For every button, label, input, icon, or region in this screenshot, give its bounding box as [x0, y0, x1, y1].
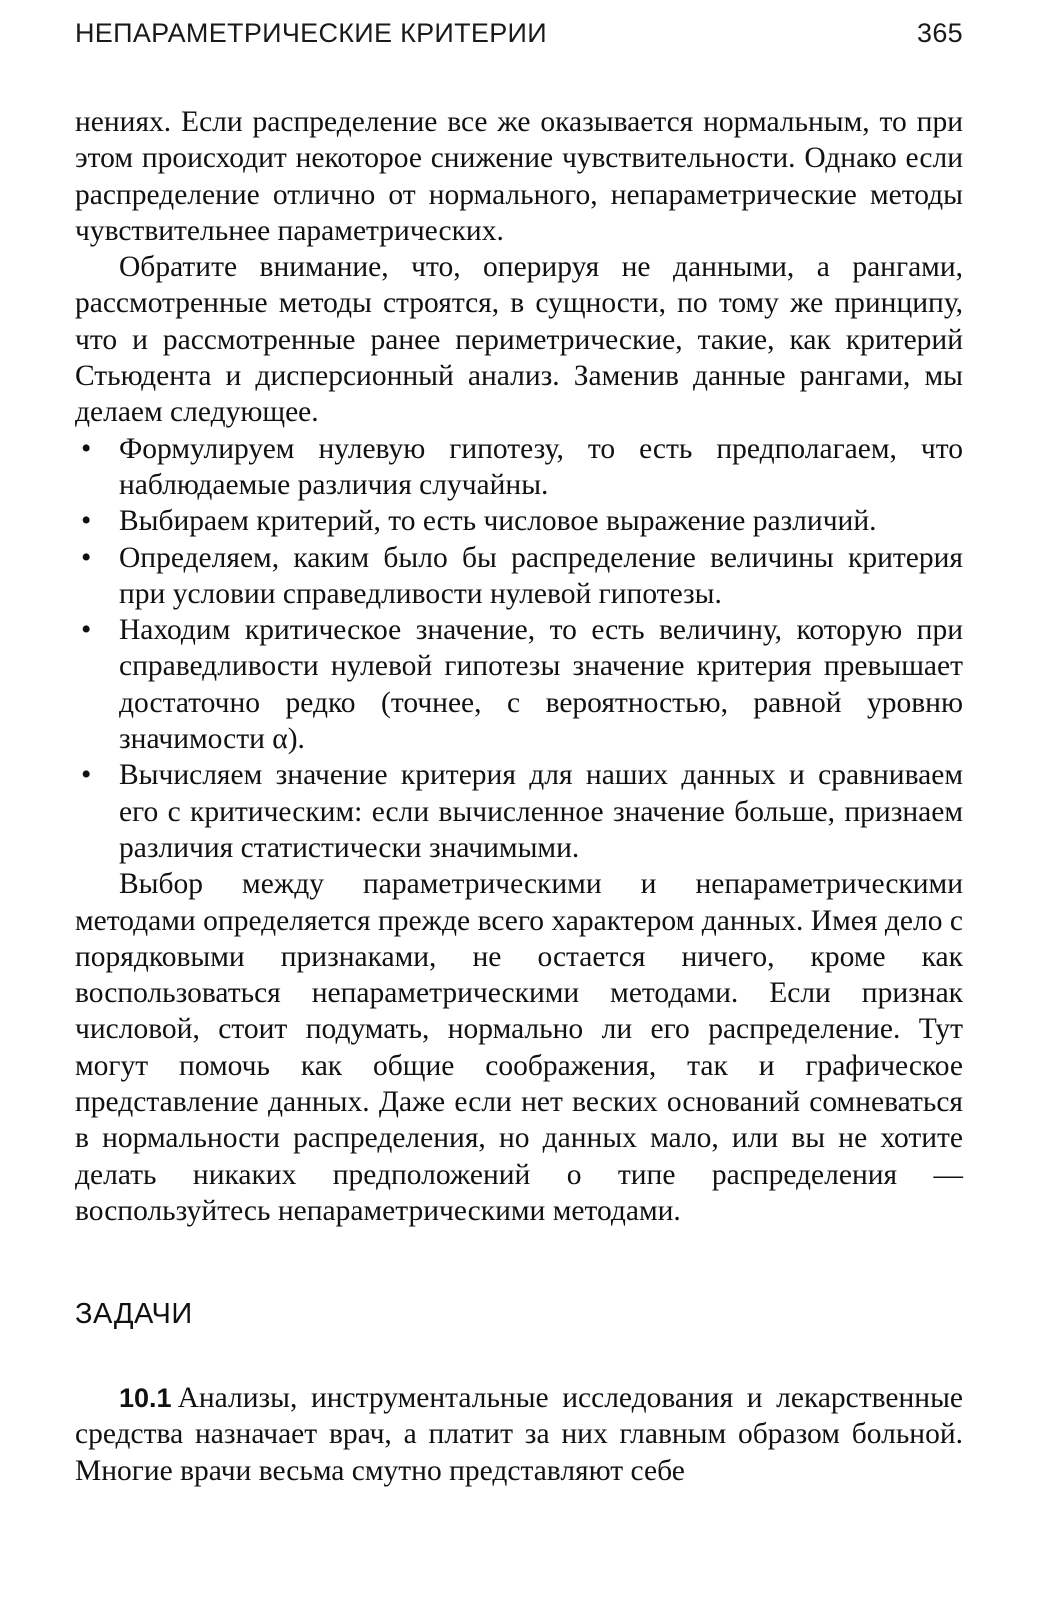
- page-number: 365: [917, 18, 963, 48]
- running-head: [75, 18, 963, 62]
- problem-text: Анализы, инструментальные исследования и лекарственные средства назначает врач, а платит за них главным образом больной. Многие врачи весьма смутно представляют себе: [75, 1382, 963, 1487]
- list-item: [75, 757, 963, 866]
- list-item: [75, 503, 963, 539]
- paragraph: Выбор между параметрическими и непараметрическими методами определяется прежде всего характером данных. Имея дело с порядковыми признаками, не остается ничего, кроме как воспользоваться непараметрическими методами. Если признак числовой, стоит подумать, нормально ли его распределение. Тут могут помочь как общие соображения, так и графическое представление данных. Даже если нет веских оснований сомневаться в нормальности распределения, но данных мало, или вы не хотите делать никаких предположений о типе распределения — воспользуйтесь непараметрическими методами.: [75, 868, 963, 1227]
- steps-list: [75, 431, 963, 867]
- section-heading: ЗАДАЧИ: [75, 1298, 193, 1330]
- list-item-text: Выбираем критерий, то есть числовое выражение различий.: [119, 505, 877, 538]
- bullet-icon: •: [81, 759, 92, 792]
- list-item-text: Вычисляем значение критерия для наших данных и сравниваем его с критическим: если вычисленное значение больше, признаем различия статистически значимыми.: [119, 759, 963, 864]
- list-item: [75, 612, 963, 757]
- list-item: [75, 540, 963, 613]
- list-item-text: Находим критическое значение, то есть величину, которую при справедливости нулевой гипотезы значение критерия превышает достаточно редко (точнее, с вероятностью, равной уровню значимости α).: [119, 614, 963, 756]
- chapter-title: НЕПАРАМЕТРИЧЕСКИЕ КРИТЕРИИ: [75, 18, 547, 48]
- bullet-icon: •: [81, 541, 92, 574]
- list-item-text: Формулируем нулевую гипотезу, то есть предполагаем, что наблюдаемые различия случайны.: [119, 432, 963, 501]
- list-item: [75, 431, 963, 504]
- problem-item: [75, 1380, 963, 1489]
- bullet-icon: •: [81, 505, 92, 538]
- bullet-icon: •: [81, 614, 92, 647]
- bullet-icon: •: [81, 432, 92, 465]
- problem-number: 10.1: [119, 1383, 172, 1413]
- paragraph: Обратите внимание, что, оперируя не данными, а рангами, рассмотренные методы строятся, в сущности, по тому же принципу, что и рассмотренные ранее периметрические, такие, как критерий Стьюдента и дисперсионный анализ. Заменив данные рангами, мы делаем следующее.: [75, 251, 963, 429]
- list-item-text: Определяем, каким было бы распределение величины критерия при условии справедливости нулевой гипотезы.: [119, 541, 963, 610]
- main-text: [75, 104, 963, 1229]
- paragraph-continuation: нениях. Если распределение все же оказывается нормальным, то при этом происходит некоторое снижение чувствительности. Однако если распределение отлично от нормального, непараметрические методы чувствительнее параметрических.: [75, 106, 963, 247]
